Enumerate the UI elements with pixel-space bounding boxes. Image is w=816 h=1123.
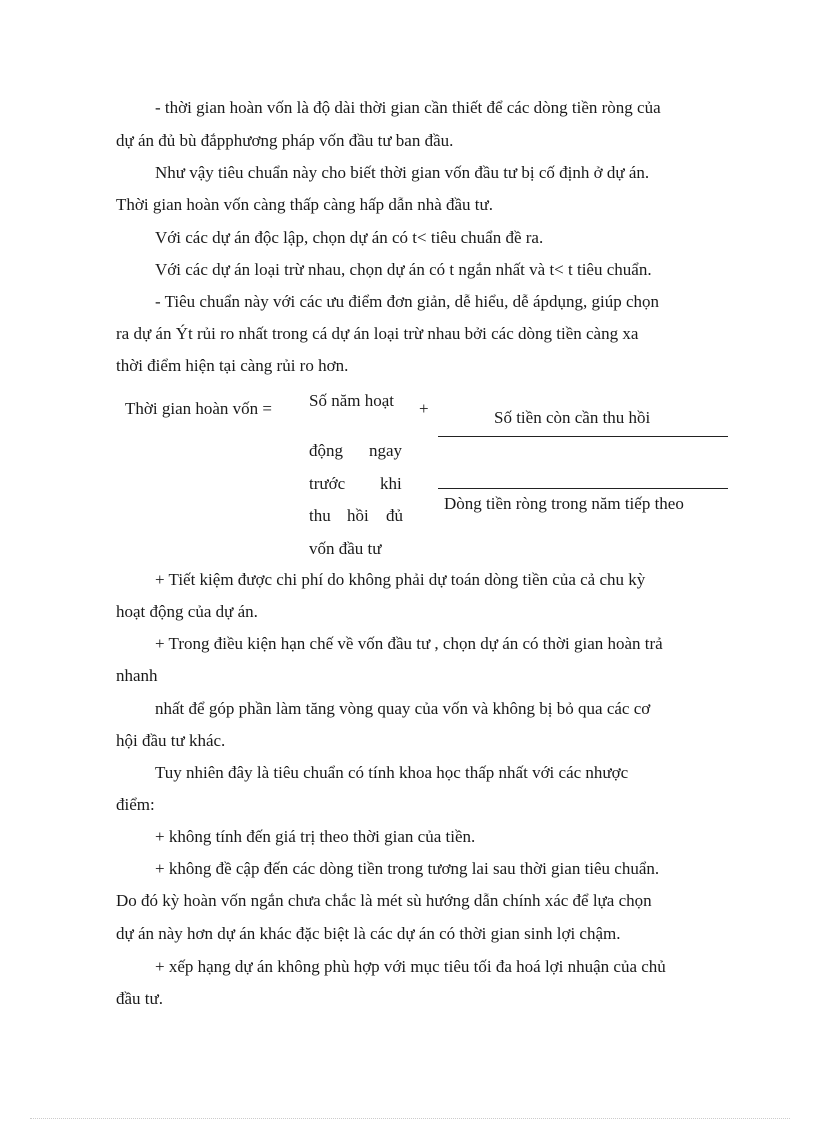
formula-term1: đủ [386,506,403,525]
text-line: + không đề cập đến các dòng tiền trong tương lai sau thời gian tiêu chuẩn. [155,859,660,878]
text-line: dự án này hơn dự án khác đặc biệt là các dự án có thời gian sinh lợi chậm. [116,924,621,943]
formula-lhs: Thời gian hoàn vốn = [125,399,272,418]
fraction-rule [438,488,728,489]
formula-numerator: Số tiền còn cần thu hồi [494,408,651,427]
text-line: điểm: [116,795,155,814]
text-line: Thời gian hoàn vốn càng thấp càng hấp dẫn nhà đầu tư. [116,195,493,214]
formula-term1: thu [309,506,331,525]
text-line: + Trong điều kiện hạn chế về vốn đầu tư , chọn dự án có thời gian hoàn trả [155,634,663,653]
formula-denominator: Dòng tiền ròng trong năm tiếp theo [444,494,684,513]
text-line: + không tính đến giá trị theo thời gian của tiền. [155,827,476,846]
formula-term1: vốn đầu tư [309,539,382,558]
text-line: + Tiết kiệm được chi phí do không phải dự toán dòng tiền của cả chu kỳ [155,570,646,589]
formula-term1: khi [380,474,402,493]
text-line: - thời gian hoàn vốn là độ dài thời gian cần thiết để các dòng tiền ròng của [155,98,661,117]
formula-plus: + [419,399,429,418]
text-line: Với các dự án loại trừ nhau, chọn dự án có t ngắn nhất và t< t tiêu chuẩn. [155,260,652,279]
text-line: dự án đủ bù đắpphương pháp vốn đầu tư ban đầu. [116,131,454,150]
formula-term1: hồi [347,506,369,525]
text-line: hoạt động của dự án. [116,602,258,621]
text-line: - Tiêu chuẩn này với các ưu điểm đơn giản, dễ hiểu, dễ ápdụng, giúp chọn [155,292,660,311]
text-line: đầu tư. [116,989,163,1008]
text-line: nhanh [116,666,158,685]
text-line: Do đó kỳ hoàn vốn ngắn chưa chắc là mét sù hướng dẫn chính xác để lựa chọn [116,891,652,910]
text-line: hội đầu tư khác. [116,731,226,750]
formula-term1: động [309,441,343,460]
text-line: thời điểm hiện tại càng rủi ro hơn. [116,356,349,375]
formula-term1: trước [309,474,346,493]
text-line: Như vậy tiêu chuẩn này cho biết thời gian vốn đầu tư bị cố định ở dự án. [155,163,650,182]
text-line: Tuy nhiên đây là tiêu chuẩn có tính khoa học thấp nhất với các nhược [155,763,629,782]
text-line: ra dự án Ýt rủi ro nhất trong cá dự án loại trừ nhau bởi các dòng tiền càng xa [116,324,639,343]
text-line: nhất để góp phần làm tăng vòng quay của vốn và không bị bỏ qua các cơ [155,699,651,718]
formula-term1: Số năm hoạt [309,391,394,410]
page-bottom-border [30,1118,790,1119]
fraction-rule [438,436,728,437]
text-line: + xếp hạng dự án không phù hợp với mục tiêu tối đa hoá lợi nhuận của chủ [155,957,666,976]
text-line: Với các dự án độc lập, chọn dự án có t< tiêu chuẩn đề ra. [155,228,544,247]
formula-term1: ngay [369,441,403,460]
